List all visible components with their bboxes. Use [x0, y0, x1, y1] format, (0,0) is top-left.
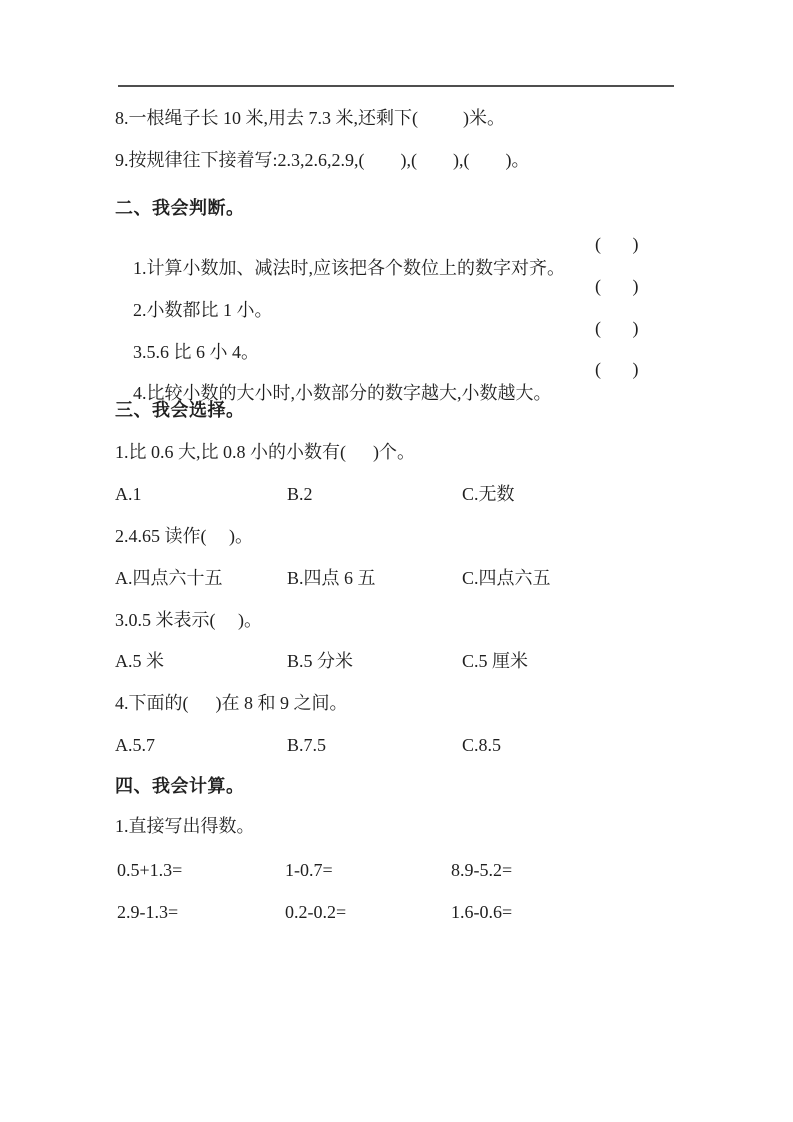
fill-item-8: 8.一根绳子长 10 米,用去 7.3 米,还剩下( )米。 — [115, 108, 505, 128]
calc-expression-1: 0.5+1.3= — [117, 860, 183, 880]
choice-3-option-c: C.5 厘米 — [462, 651, 529, 671]
calc-expression-3: 8.9-5.2= — [451, 860, 513, 880]
judge-item-1-answer-blank: ( ) — [595, 234, 639, 254]
choice-2-option-b: B.四点 6 五 — [287, 568, 376, 588]
judge-item-4-answer-blank: ( ) — [595, 359, 639, 379]
judge-item-3-answer-blank: ( ) — [595, 318, 639, 338]
choice-1-option-c: C.无数 — [462, 484, 515, 504]
choice-question-2: 2.4.65 读作( )。 — [115, 526, 253, 546]
choice-4-option-a: A.5.7 — [115, 735, 155, 755]
choice-question-1: 1.比 0.6 大,比 0.8 小的小数有( )个。 — [115, 442, 415, 462]
judge-item-3-text: 3.5.6 比 6 小 4。 — [133, 342, 259, 362]
choice-4-option-b: B.7.5 — [287, 735, 327, 755]
choice-2-option-a: A.四点六十五 — [115, 568, 223, 588]
judge-item-2-text: 2.小数都比 1 小。 — [133, 300, 273, 320]
section-judge-heading: 二、我会判断。 — [115, 198, 245, 218]
choice-3-option-b: B.5 分米 — [287, 651, 354, 671]
choice-1-option-b: B.2 — [287, 484, 313, 504]
choice-2-option-c: C.四点六五 — [462, 568, 551, 588]
judge-item-4-text: 4.比较小数的大小时,小数部分的数字越大,小数越大。 — [133, 383, 552, 403]
calc-expression-4: 2.9-1.3= — [117, 902, 179, 922]
top-divider-line — [118, 85, 674, 87]
calc-expression-5: 0.2-0.2= — [285, 902, 347, 922]
choice-question-3: 3.0.5 米表示( )。 — [115, 610, 262, 630]
section-choice-heading: 三、我会选择。 — [115, 400, 245, 420]
choice-4-option-c: C.8.5 — [462, 735, 502, 755]
calc-row-2 — [115, 900, 715, 1020]
choice-1-option-a: A.1 — [115, 484, 142, 504]
calc-subheading: 1.直接写出得数。 — [115, 816, 255, 836]
judge-item-1-text: 1.计算小数加、减法时,应该把各个数位上的数字对齐。 — [133, 258, 565, 278]
fill-item-9: 9.按规律往下接着写:2.3,2.6,2.9,( ),( ),( )。 — [115, 150, 530, 170]
judge-item-2-answer-blank: ( ) — [595, 276, 639, 296]
calc-expression-2: 1-0.7= — [285, 860, 333, 880]
calc-expression-6: 1.6-0.6= — [451, 902, 513, 922]
choice-question-4: 4.下面的( )在 8 和 9 之间。 — [115, 693, 348, 713]
choice-3-option-a: A.5 米 — [115, 651, 164, 671]
section-calc-heading: 四、我会计算。 — [115, 776, 245, 796]
